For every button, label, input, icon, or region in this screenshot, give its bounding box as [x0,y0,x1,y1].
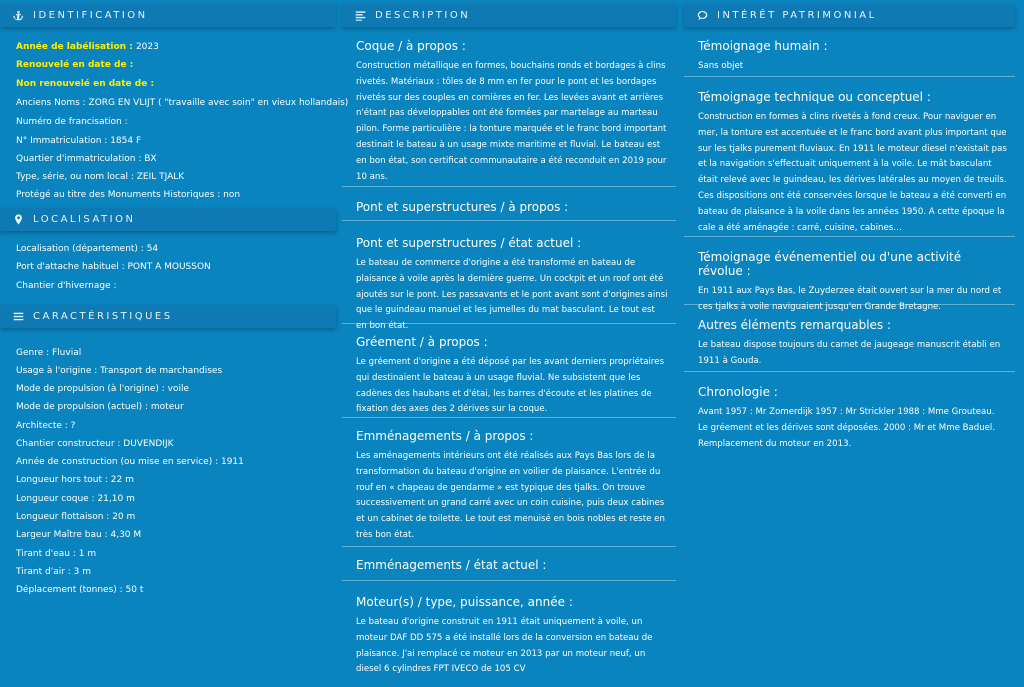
section-divider [684,304,1015,305]
interet-block [698,385,1007,452]
section-text: Le bateau dispose toujours du carnet de jaugeage manuscrit établi en 1911 à Gouda. [698,340,1001,366]
section-title: Témoignage événementiel ou d'une activité révolue : [698,250,962,278]
registration-number: N° Immatriculation : 1854 F [16,136,142,146]
section-title: Moteur(s) / type, puissance, année : [356,595,573,609]
caracteristique-item: Année de construction (ou mise en service) : 1911 [16,457,244,467]
section-title: Emménagements / état actuel : [356,558,547,572]
description-block [356,236,668,335]
description-block [356,558,668,572]
labelisation-year [16,41,159,53]
section-text: En 1911 aux Pays Bas, le Zuyderzee était ouvert sur la mer du nord et ces tjalks à voile naviguaient jusqu'en Grande Bretagne. [698,286,1002,312]
caracteristique-item: Architecte : ? [16,421,76,431]
section-title: Chronologie : [698,385,778,399]
section-text: Les aménagements intérieurs ont été réalisés aux Pays Bas lors de la transformation du bateau d'origine en voilier de plaisance. L'entrée du rouf en « chapeau de gendarme » est typique des tjalks. On trouve successivement un grand carré avec un coin cuisine, puis deux cabines et un cabinet de toilette. Le tout est menuisé en bois nobles et reste en très bon état. [356,451,665,540]
localisation-title: LOCALISATION [33,214,136,225]
interet-section [684,27,1015,457]
section-divider [342,323,676,324]
localisation-header [0,208,336,231]
section-title: Pont et superstructures / à propos : [356,200,569,214]
section-divider [342,546,676,547]
francisation-number: Numéro de francisation : [16,117,128,127]
section-text: Le bateau d'origine construit en 1911 était uniquement à voile, un moteur DAF DD 575 a été installé lors de la conversion en bateau de plaisance. J'ai remplacé ce moteur en 2013 par un moteur neuf, un diesel 6 cylindres FPT IVECO de 105 CV [356,617,653,675]
section-title: Coque / à propos : [356,39,466,53]
description-title: DESCRIPTION [375,10,471,21]
renewed-date: Renouvelé en date de : [16,60,134,70]
interet-block [698,90,1007,236]
description-block [356,429,668,544]
section-text: Le gréement d'origine a été déposé par les avant derniers propriétaires qui destinaient le bateau à un usage fluvial. Ne subsistent que les cadènes des haubans et d'étai, les barres d'écoute et les platines de fixation des axes des 2 dérives sur la coque. [356,357,665,415]
description-header [342,4,676,27]
former-names: Anciens Noms : ZORG EN VLIJT ( "travaille avec soin" en vieux hollandais) [16,98,349,108]
description-block [356,335,668,418]
section-divider [684,371,1015,372]
identification-header [0,4,336,27]
caracteristique-item: Usage à l'origine : Transport de marchandises [16,366,223,376]
registration-district: Quartier d'immatriculation : BX [16,154,157,164]
caracteristique-item: Genre : Fluvial [16,348,82,358]
section-title: Gréement / à propos : [356,335,488,349]
localisation-section [0,231,336,305]
right-column [684,4,1015,457]
caracteristique-item: Longueur coque : 21,10 m [16,494,135,504]
boat-type: Type, série, ou nom local : ZEIL TJALK [16,172,185,182]
caracteristiques-header [0,305,336,328]
section-title: Emménagements / à propos : [356,429,534,443]
home-port: Port d'attache habituel : PONT A MOUSSON [16,262,211,272]
left-column [0,4,349,628]
department: Localisation (département) : 54 [16,244,159,254]
section-divider [342,580,676,581]
section-title: Pont et superstructures / état actuel : [356,236,582,250]
interet-block [698,250,1007,316]
caracteristique-item: Mode de propulsion (actuel) : moteur [16,402,184,412]
description-block [356,39,668,185]
labelisation-label: Année de labélisation : [16,42,136,52]
section-divider [342,220,676,221]
caracteristiques-section [0,328,336,628]
labelisation-value: 2023 [135,42,159,52]
middle-column [342,4,676,687]
section-divider [684,76,1015,77]
interet-block [698,318,1007,370]
identification-title: IDENTIFICATION [33,10,148,21]
caracteristiques-title: CARACTÉRISTIQUES [33,311,173,322]
not-renewed-date: Non renouvelé en date de : [16,79,155,89]
section-divider [342,417,676,418]
wintering-yard: Chantier d'hivernage : [16,281,117,291]
caracteristique-item: Largeur Maître bau : 4,30 M [16,530,142,540]
align-left-icon [352,10,368,21]
caracteristique-item: Déplacement (tonnes) : 50 t [16,585,144,595]
caracteristique-item: Mode de propulsion (à l'origine) : voile [16,384,190,394]
caracteristique-item: Chantier constructeur : DUVENDIJK [16,439,174,449]
comment-icon [694,10,710,21]
caracteristique-item: Tirant d'air : 3 m [16,567,92,577]
interet-title: INTÉRÊT PATRIMONIAL [717,10,877,21]
section-text: Sans objet [698,61,744,71]
section-text: Construction en formes à clins rivetés à fond creux. Pour naviguer en mer, la tonture est accentuée et le franc bord avant plus important que sur les tjalks purement fluviaux. En 1911 le moteur diesel n'existait pas et la navigation s'effectuait uniquement à la voile. Le mât basculant était relevé avec le guindeau, les dérives latérales au moyen de treuils. Ces dispositions ont été conservées lorsque le bateau a été converti en bateau de plaisance à la voile dans les années 1950. A cette époque la cale a été aménagée : carré, cuisine, cabines… [698,112,1007,233]
map-pin-icon [10,214,26,225]
interet-block [698,39,1007,75]
description-section [342,27,676,687]
section-title: Témoignage humain : [698,39,828,53]
caracteristique-item: Longueur flottaison : 20 m [16,512,136,522]
section-text: Le bateau de commerce d'origine a été transformé en bateau de plaisance à voile après la dernière guerre. Un cockpit et un roof ont été ajoutés sur le pont. Les passavants et le pont avant sont d'origines ainsi que le guindeau manuel et les jumelles du mat basculant. Le tout est en bon état. [356,258,668,332]
section-title: Témoignage technique ou conceptuel : [698,90,931,104]
section-text: Avant 1957 : Mr Zomerdijk 1957 : Mr Strickler 1988 : Mme Grouteau. Le gréement et les dérives sont déposées. 2000 : Mr et Mme Baduel. Remplacement du moteur en 2013. [698,407,996,449]
historic-protection: Protégé au titre des Monuments Historiques : non [16,190,241,200]
caracteristique-item: Tirant d'eau : 1 m [16,549,97,559]
caracteristique-item: Longueur hors tout : 22 m [16,475,134,485]
section-text: Construction métallique en formes, bouchains ronds et bordages à clins rivetés. Matériaux : tôles de 8 mm en fer pour le pont et les bordages rivetés sur des couples en cornières en fer. Les levées avant et arrières n'étant pas développables ont été formées par martelage au marteau pilon. Forme particulière : la tonture marquée et le franc bord important destinait le bateau à un usage mixte maritime et fluvial. Le bateau est en bon état, son certificat communautaire a été reconduit en 2019 pour 10 ans. [356,61,667,182]
identification-section [0,27,349,208]
interet-header [684,4,1015,27]
section-divider [684,236,1015,237]
section-title: Autres éléments remarquables : [698,318,892,332]
section-divider [342,186,676,187]
description-block [356,200,668,214]
description-block [356,595,668,678]
anchor-icon [10,10,26,21]
list-icon [10,311,26,322]
